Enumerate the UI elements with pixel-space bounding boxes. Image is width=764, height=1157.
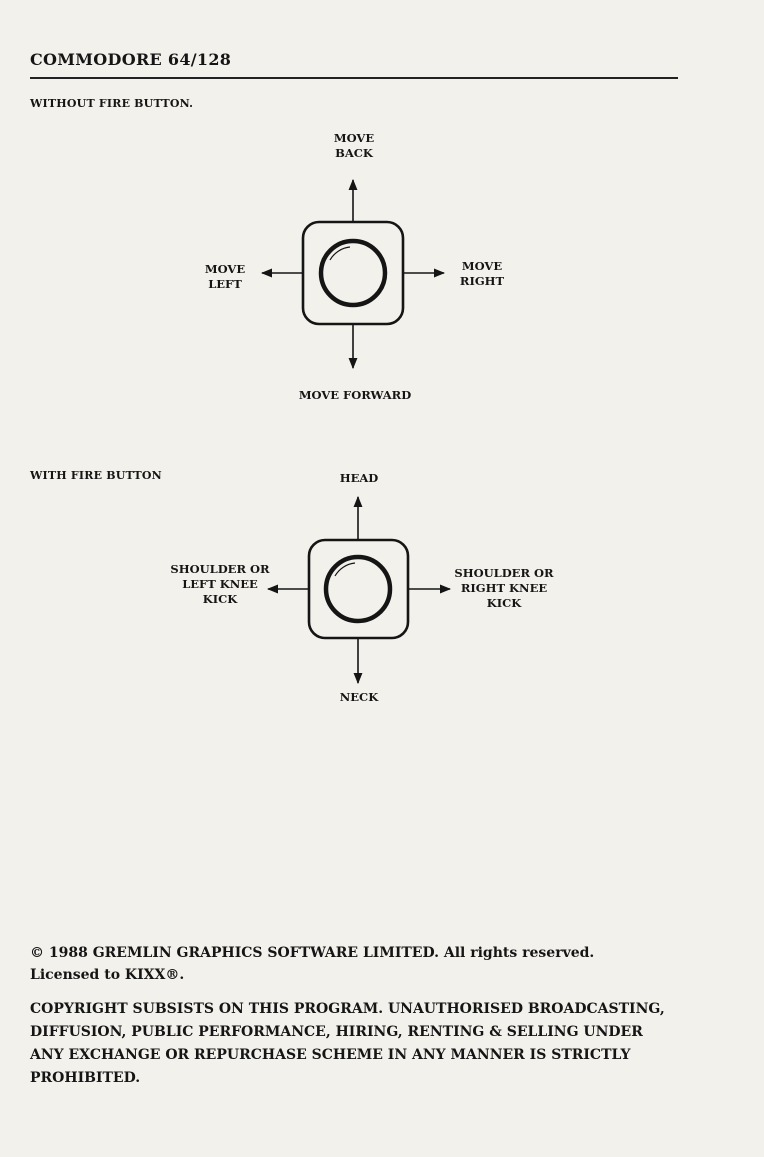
- label-head: HEAD: [339, 471, 379, 485]
- label-move-right: [451, 259, 513, 289]
- label-move-back: [323, 131, 385, 161]
- joystick-stick: [321, 241, 385, 305]
- copyright-line: © 1988 GREMLIN GRAPHICS SOFTWARE LIMITED. All rights reserved.: [30, 945, 595, 961]
- label-left-kick: [165, 562, 275, 607]
- label-move-forward: MOVE FORWARD: [298, 388, 412, 402]
- joystick-stick: [326, 557, 390, 621]
- page-title: COMMODORE 64/128: [30, 50, 232, 69]
- copyright-block: [30, 942, 670, 986]
- label-text: SHOULDER OR RIGHT KNEE KICK: [454, 566, 554, 610]
- section-title-without-fire: WITHOUT FIRE BUTTON.: [30, 97, 194, 110]
- label-text: MOVE LEFT: [204, 262, 246, 291]
- legal-notice: COPYRIGHT SUBSISTS ON THIS PROGRAM. UNAUTHORISED BROADCASTING, DIFFUSION, PUBLIC PERFORMANCE, HIRING, RENTING & SELLING UNDER ANY EXCHANGE OR REPURCHASE SCHEME IN ANY MANNER IS STRICTLY PROHIBITED.: [30, 1001, 665, 1086]
- label-neck: NECK: [339, 690, 379, 704]
- label-move-left: [195, 262, 255, 292]
- section-title-with-fire: WITH FIRE BUTTON: [30, 469, 162, 482]
- label-text: MOVE BACK: [333, 131, 375, 160]
- label-text: MOVE RIGHT: [459, 259, 505, 288]
- label-right-kick: [448, 566, 560, 611]
- label-text: SHOULDER OR LEFT KNEE KICK: [170, 562, 270, 606]
- license-line: Licensed to KIXX®.: [30, 967, 185, 983]
- joystick-diagram-without-fire: [262, 180, 444, 368]
- joystick-diagram-with-fire: [268, 497, 450, 683]
